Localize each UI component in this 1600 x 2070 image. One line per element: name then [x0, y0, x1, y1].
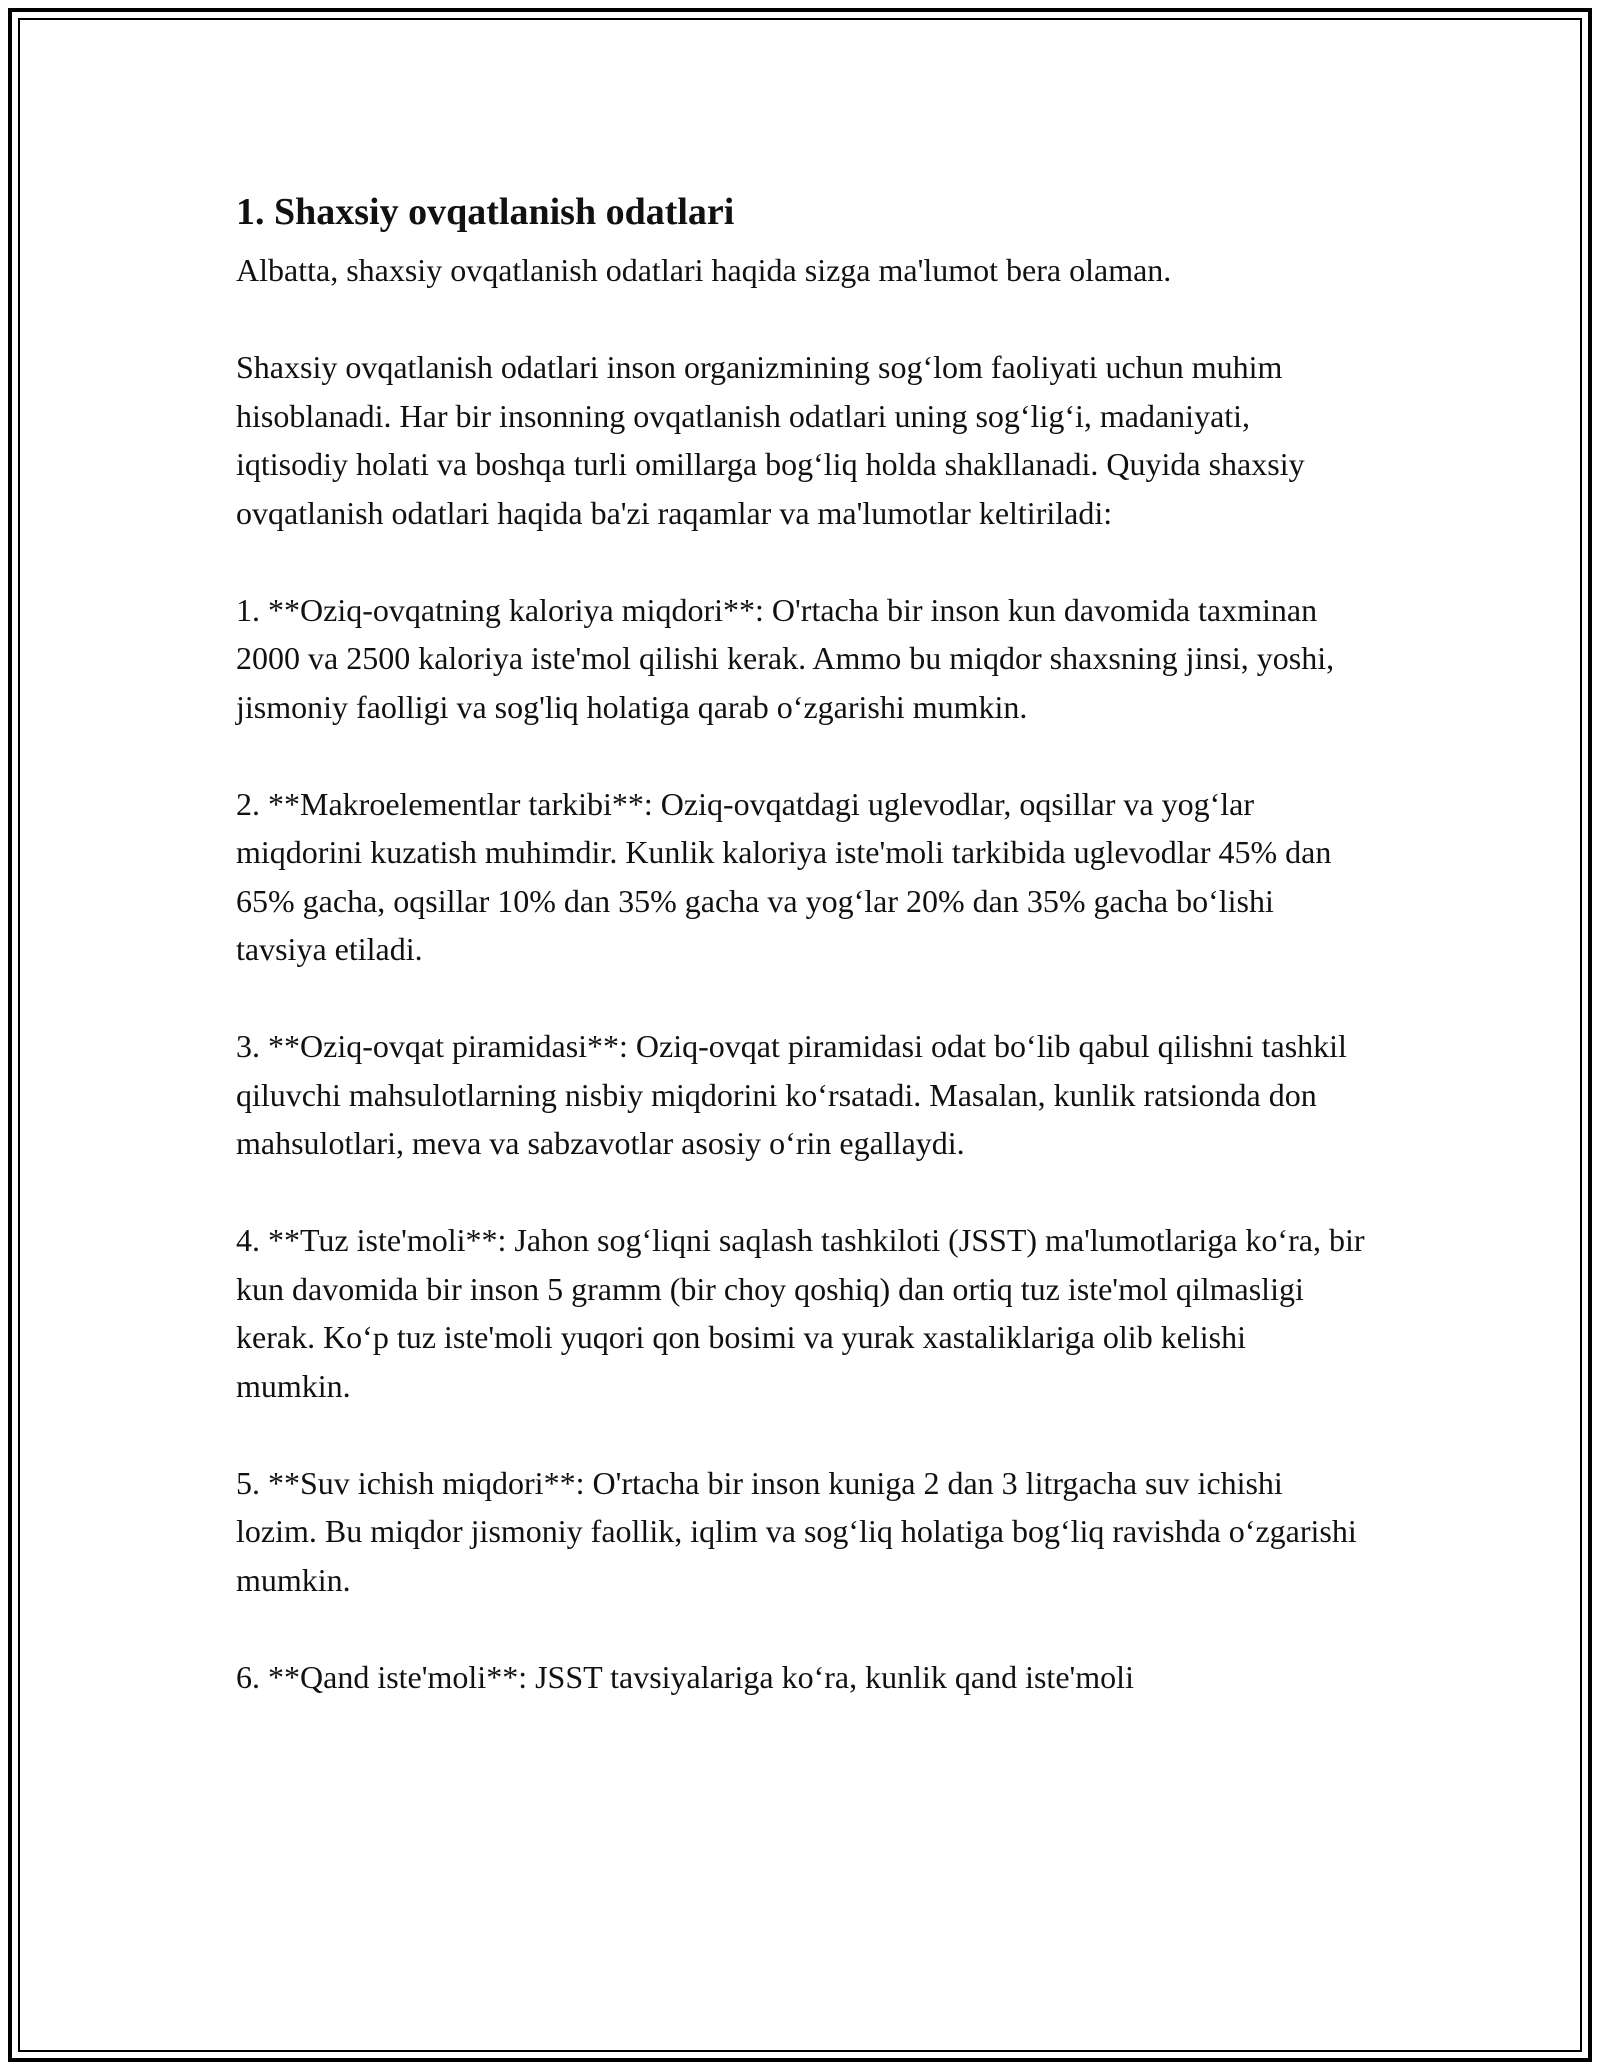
paragraph-overview: Shaxsiy ovqatlanish odatlari inson organizmining sog‘lom faoliyati uchun muhim hisoblanadi. Har bir insonning ovqatlanish odatlari uning sog‘lig‘i, madaniyati, iqtisodiy holati va boshqa turli omillarga bog‘liq holda shakllanadi. Quyida shaxsiy ovqatlanish odatlari haqida ba'zi raqamlar va ma'lumotlar keltiriladi:: [236, 349, 1305, 531]
paragraph-sugar-intake: 6. **Qand iste'moli**: JSST tavsiyalariga ko‘ra, kunlik qand iste'moli: [236, 1658, 1134, 1695]
paragraph-water-intake: 5. **Suv ichish miqdori**: O'rtacha bir inson kuniga 2 dan 3 litrgacha suv ichishi lozim. Bu miqdor jismoniy faollik, iqlim va sog‘liq holatiga bog‘liq ravishda o‘zgarishi mumkin.: [236, 1464, 1357, 1598]
paragraph-salt-intake: 4. **Tuz iste'moli**: Jahon sog‘liqni saqlash tashkiloti (JSST) ma'lumotlariga ko‘ra, bir kun davomida bir inson 5 gramm (bir choy qoshiq) dan ortiq tuz iste'mol qilmasligi kerak. Ko‘p tuz iste'moli yuqori qon bosimi va yurak xastaliklariga olib kelishi mumkin.: [236, 1222, 1365, 1404]
paragraph-calories: 1. **Oziq-ovqatning kaloriya miqdori**: O'rtacha bir inson kun davomida taxminan 2000 va 2500 kaloriya iste'mol qilishi kerak. Ammo bu miqdor shaxsning jinsi, yoshi, jismoniy faolligi va sog'liq holatiga qarab o‘zgarishi mumkin.: [236, 591, 1335, 725]
intro-paragraph: Albatta, shaxsiy ovqatlanish odatlari haqida sizga ma'lumot bera olaman.: [236, 252, 1172, 288]
section-heading: 1. Shaxsiy ovqatlanish odatlari: [236, 191, 735, 233]
paragraph-food-pyramid: 3. **Oziq-ovqat piramidasi**: Oziq-ovqat piramidasi odat bo‘lib qabul qilishni tashkil qiluvchi mahsulotlarning nisbiy miqdorini ko‘rsatadi. Masalan, kunlik ratsionda don mahsulotlari, meva va sabzavotlar asosiy o‘rin egallaydi.: [236, 1028, 1347, 1161]
paragraph-macronutrients: 2. **Makroelementlar tarkibi**: Oziq-ovqatdagi uglevodlar, oqsillar va yog‘lar miqdorini kuzatish muhimdir. Kunlik kaloriya iste'moli tarkibida uglevodlar 45% dan 65% gacha, oqsillar 10% dan 35% gacha va yog‘lar 20% dan 35% gacha bo‘lishi tavsiya etiladi.: [236, 785, 1332, 967]
document-body: [236, 188, 1366, 1701]
